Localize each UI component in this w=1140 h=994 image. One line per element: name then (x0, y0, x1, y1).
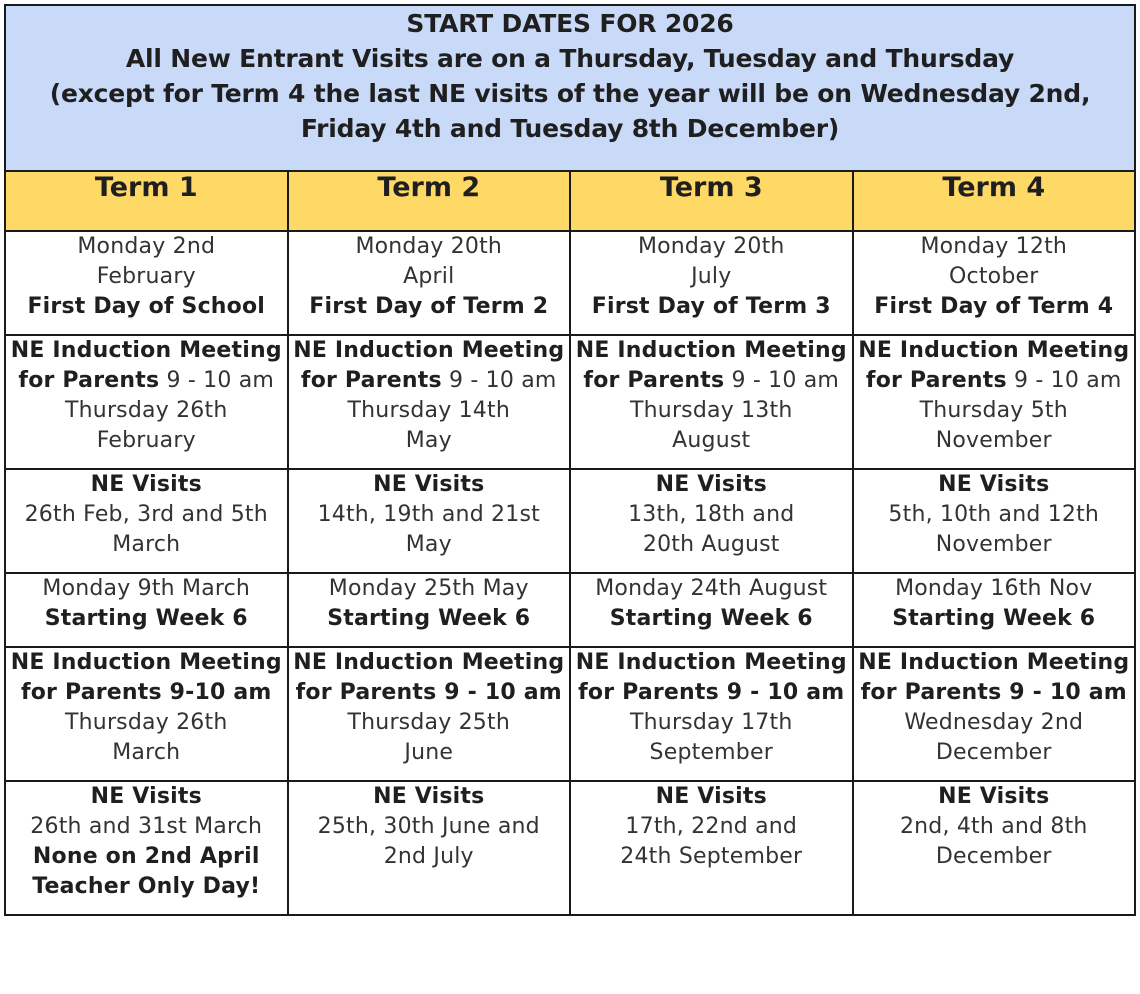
week-6-label: Starting Week 6 (327, 606, 531, 631)
term-2-first-day (288, 231, 571, 335)
visits-dates-cont: March (112, 532, 181, 557)
table-header (5, 5, 1135, 171)
meeting-month: March (112, 740, 181, 765)
term-4-induction-meeting (853, 335, 1136, 469)
term-1-ne-visits (5, 469, 288, 573)
meeting-month: September (649, 740, 773, 765)
meeting-for: for Parents 9 - 10 am (578, 680, 845, 705)
meeting-for: for Parents (865, 368, 1007, 393)
meeting-day: Thursday 13th (630, 398, 793, 423)
visits-dates: 2nd, 4th and 8th (899, 814, 1088, 839)
first-day-month: July (691, 264, 732, 289)
week-6-date: Monday 25th May (328, 576, 529, 601)
meeting-title: NE Induction Meeting (10, 338, 282, 363)
term-4-week-6 (853, 573, 1136, 647)
term-3-induction-meeting (570, 335, 853, 469)
meeting-month: February (96, 428, 196, 453)
visits-dates-cont: 2nd July (383, 844, 474, 869)
term-4-ne-visits-2 (853, 781, 1136, 915)
term-3-ne-visits (570, 469, 853, 573)
meeting-day: Thursday 14th (347, 398, 510, 423)
meeting-day: Thursday 26th (65, 398, 228, 423)
week-6-label: Starting Week 6 (892, 606, 1096, 631)
meeting-for: for Parents 9 - 10 am (295, 680, 562, 705)
term-2-ne-visits (288, 469, 571, 573)
visits-dates: 26th and 31st March (30, 814, 263, 839)
visits-note: None on 2nd April (32, 844, 260, 869)
header-subtitle: All New Entrant Visits are on a Thursday, Tuesday and Thursday (125, 44, 1015, 73)
meeting-time: 9 - 10 am (1006, 368, 1122, 393)
meeting-day: Thursday 25th (347, 710, 510, 735)
meeting-day: Wednesday 2nd (904, 710, 1084, 735)
week-6-date: Monday 24th August (595, 576, 828, 601)
visits-title: NE Visits (655, 784, 767, 809)
first-day-date: Monday 20th (355, 234, 503, 259)
visits-dates: 26th Feb, 3rd and 5th (24, 502, 268, 527)
first-day-month: February (96, 264, 196, 289)
visits-dates-cont: 20th August (642, 532, 780, 557)
week-6-date: Monday 9th March (42, 576, 251, 601)
meeting-title: NE Induction Meeting (10, 650, 282, 675)
term-3-induction-meeting-2 (570, 647, 853, 781)
meeting-for: for Parents 9 - 10 am (860, 680, 1127, 705)
meeting-title: NE Induction Meeting (575, 338, 847, 363)
term-4-ne-visits (853, 469, 1136, 573)
first-day-date: Monday 2nd (77, 234, 216, 259)
visits-dates: 13th, 18th and (628, 502, 795, 527)
week-6-date: Monday 16th Nov (895, 576, 1093, 601)
first-day-date: Monday 20th (637, 234, 785, 259)
meeting-title: NE Induction Meeting (575, 650, 847, 675)
meeting-for: for Parents (18, 368, 160, 393)
meeting-month: May (405, 428, 452, 453)
term-1-ne-visits-2 (5, 781, 288, 915)
visits-title: NE Visits (655, 472, 767, 497)
meeting-month: November (935, 428, 1052, 453)
term-2-week-6 (288, 573, 571, 647)
meeting-title: NE Induction Meeting (858, 650, 1130, 675)
term-3-heading: Term 3 (570, 171, 853, 231)
meeting-title: NE Induction Meeting (293, 650, 565, 675)
visits-dates: 25th, 30th June and (317, 814, 540, 839)
meeting-for: for Parents (583, 368, 725, 393)
visits-dates: 14th, 19th and 21st (317, 502, 540, 527)
term-1-induction-meeting (5, 335, 288, 469)
week-6-label: Starting Week 6 (609, 606, 813, 631)
term-4-heading: Term 4 (853, 171, 1136, 231)
meeting-for: for Parents 9-10 am (20, 680, 272, 705)
visits-dates: 17th, 22nd and (625, 814, 798, 839)
meeting-time: 9 - 10 am (724, 368, 840, 393)
meeting-month: June (404, 740, 454, 765)
term-2-heading: Term 2 (288, 171, 571, 231)
meeting-day: Thursday 5th (919, 398, 1068, 423)
meeting-day: Thursday 17th (630, 710, 793, 735)
meeting-time: 9 - 10 am (159, 368, 275, 393)
meeting-time-line (858, 366, 1131, 396)
visits-title: NE Visits (938, 472, 1050, 497)
term-4-first-day (853, 231, 1136, 335)
meeting-month: December (935, 740, 1052, 765)
first-day-label: First Day of Term 2 (309, 294, 549, 319)
term-1-first-day (5, 231, 288, 335)
visits-title: NE Visits (90, 472, 202, 497)
term-3-week-6 (570, 573, 853, 647)
meeting-time-line (293, 366, 566, 396)
header-note-cont: Friday 4th and Tuesday 8th December) (300, 114, 840, 143)
meeting-day: Thursday 26th (65, 710, 228, 735)
visits-dates-cont: November (935, 532, 1052, 557)
start-dates-table (4, 4, 1136, 916)
visits-title: NE Visits (938, 784, 1050, 809)
term-3-first-day (570, 231, 853, 335)
meeting-month: August (672, 428, 751, 453)
meeting-time-line (10, 366, 283, 396)
first-day-label: First Day of Term 4 (874, 294, 1114, 319)
visits-dates-cont: 24th September (620, 844, 803, 869)
term-1-induction-meeting-2 (5, 647, 288, 781)
term-3-ne-visits-2 (570, 781, 853, 915)
header-note: (except for Term 4 the last NE visits of the year will be on Wednesday 2nd, (49, 79, 1091, 108)
header-title: START DATES FOR 2026 (406, 9, 734, 38)
visits-title: NE Visits (90, 784, 202, 809)
first-day-month: April (403, 264, 455, 289)
visits-title: NE Visits (373, 472, 485, 497)
term-4-induction-meeting-2 (853, 647, 1136, 781)
first-day-label: First Day of School (27, 294, 266, 319)
first-day-date: Monday 12th (920, 234, 1068, 259)
term-1-heading: Term 1 (5, 171, 288, 231)
meeting-time: 9 - 10 am (441, 368, 557, 393)
meeting-title: NE Induction Meeting (293, 338, 565, 363)
first-day-month: October (949, 264, 1039, 289)
visits-dates-cont: May (405, 532, 452, 557)
term-2-induction-meeting-2 (288, 647, 571, 781)
visits-title: NE Visits (373, 784, 485, 809)
visits-note-cont: Teacher Only Day! (32, 874, 261, 899)
visits-dates-cont: December (935, 844, 1052, 869)
term-2-induction-meeting (288, 335, 571, 469)
week-6-label: Starting Week 6 (44, 606, 248, 631)
meeting-for: for Parents (300, 368, 442, 393)
meeting-time-line (575, 366, 848, 396)
term-2-ne-visits-2 (288, 781, 571, 915)
first-day-label: First Day of Term 3 (591, 294, 831, 319)
meeting-title: NE Induction Meeting (858, 338, 1130, 363)
visits-dates: 5th, 10th and 12th (888, 502, 1100, 527)
term-1-week-6 (5, 573, 288, 647)
